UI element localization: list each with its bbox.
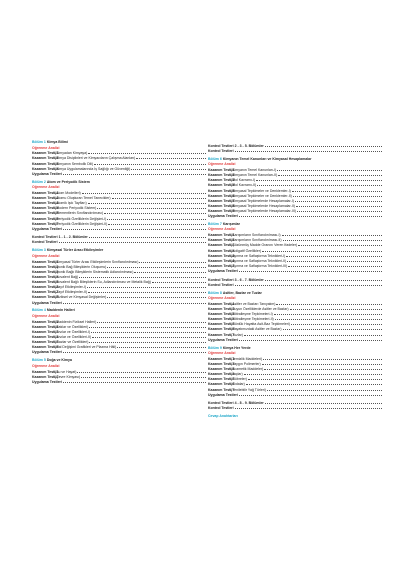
item-title: (Yaygın Polimerler) — [231, 362, 261, 367]
item-title: (Mol Kavramı-II) — [231, 183, 257, 188]
item-title: (Gübreler) — [231, 377, 247, 382]
item-title: (İlaçlar) — [231, 372, 243, 377]
dot-leader — [263, 356, 382, 360]
item-code: Kazanım Testi-6 — [208, 382, 235, 387]
item-code: Kazanım Testi-6 — [208, 193, 235, 198]
item-title: (Kimyasal Türler Arası Etkileşimlerin Sınıflandırılması) — [55, 259, 139, 264]
dot-leader — [63, 350, 206, 354]
section-number: Bölüm 5 — [32, 358, 46, 363]
dot-leader — [264, 366, 382, 370]
dot-leader — [239, 392, 382, 396]
dot-leader — [92, 334, 206, 338]
dot-leader — [292, 188, 382, 192]
section-number: Bölüm 4 — [32, 308, 46, 313]
item-code: Kazanım Testi-2 — [208, 307, 235, 312]
item-code: Kazanım Testi-2 — [208, 173, 235, 178]
item-code: Kazanım Testi-4 — [208, 248, 235, 253]
item-code: Kazanım Testi-1 — [32, 191, 59, 196]
item-title: (Periyodik Özelliklerin Değişimi-II) — [55, 221, 108, 226]
item-code: Kazanım Testi-1 — [32, 259, 59, 264]
test-heading-label: Kontrol Testleri 2 - 3 - 5. Bölümler — [208, 143, 264, 148]
dot-leader — [244, 371, 382, 375]
item-code: Kazanım Testi-3 — [32, 269, 59, 274]
toc-left-column — [32, 140, 206, 384]
item-code: Kazanım Testi-4 — [208, 317, 235, 322]
dot-leader — [274, 311, 382, 315]
item-title: (Sıvılar ve Özellikleri-II) — [55, 335, 92, 340]
item-title: (Hayatımızdaki Asitler ve Bazlar) — [231, 327, 282, 332]
section-number: Bölüm 3 — [32, 248, 46, 253]
learning-analysis-label: Öğrenme Analizi — [208, 296, 236, 301]
test-heading-label: Kontrol Testleri 1 - 1 - 2. Bölümler — [32, 235, 88, 240]
item-code: Kazanım Testi-1 — [32, 319, 59, 324]
test-heading-label: Uygulama Testleri — [32, 300, 62, 305]
dot-leader — [77, 369, 206, 373]
item-title: (Karışımların Sınıflandırılması-II) — [231, 238, 282, 243]
item-code: Kazanım Testi-9 — [208, 208, 235, 213]
dot-leader — [265, 143, 382, 147]
item-code: Kazanım Testi-1 — [208, 168, 235, 173]
item-title: (Simyadan Kimyaya) — [55, 151, 88, 156]
item-code: Kazanım Testi-5 — [208, 188, 235, 193]
item-title: (Fiziksel ve Kimyasal Değişimler) — [55, 295, 107, 300]
dot-leader — [91, 329, 206, 333]
item-code: Kazanım Testi-2 — [32, 324, 59, 329]
dot-leader — [107, 264, 206, 268]
toc-right-column — [208, 143, 382, 420]
test-heading-label: Uygulama Testleri — [208, 337, 238, 342]
item-code: Kazanım Testi-8 — [208, 203, 235, 208]
dot-leader — [244, 332, 382, 336]
item-title: (Kimyasal Tepkimeler ve Denklemler-I) — [231, 188, 291, 193]
section-name: Kimya Bilimi — [46, 140, 68, 144]
dot-leader — [262, 361, 382, 365]
item-code: Kazanım Testi-7 — [208, 263, 235, 268]
item-title: (Maddenin Fiziksel Halleri) — [55, 319, 97, 324]
item-title: (Modern Periyodik Sistem) — [55, 206, 97, 211]
item-code: Kazanım Testi-6 — [208, 327, 235, 332]
item-title: (Günlük Hayatta Asit-Baz Tepkimeleri) — [231, 322, 290, 327]
item-title: (İyonik Bağ Bileşiklerin Oluşumu) — [55, 264, 107, 269]
dot-leader — [287, 258, 382, 262]
test-heading-label: Uygulama Testleri — [32, 171, 62, 176]
item-title: (Su ve Hayat) — [55, 369, 77, 374]
item-title: (Kovalent Bağ) — [55, 275, 79, 280]
section-name: Doğa ve Kimya — [46, 358, 72, 363]
dot-leader — [63, 300, 206, 304]
dot-leader — [89, 324, 206, 328]
item-title: (Elementlerin Sınıflandırılması) — [55, 211, 104, 216]
dot-leader — [298, 243, 382, 247]
learning-analysis-label: Öğrenme Analizi — [32, 145, 60, 150]
item-title: (Kimyanın Temel Kanunları-I) — [231, 168, 277, 173]
dot-leader — [131, 166, 206, 170]
item-code: Kazanım Testi-1 — [32, 151, 59, 156]
dot-leader — [108, 221, 206, 225]
test-heading-label: Uygulama Testleri — [208, 268, 238, 273]
learning-analysis-label: Öğrenme Analizi — [32, 185, 60, 190]
item-title: (Hal Değişimi Grafikleri ve Plazma Hâli) — [55, 345, 117, 350]
dot-leader — [290, 306, 382, 310]
dot-leader — [235, 406, 382, 410]
item-code: Kazanım Testi-2 — [32, 374, 59, 379]
item-code: Kazanım Testi-5 — [208, 377, 235, 382]
item-code: Kazanım Testi-6 — [208, 258, 235, 263]
item-code: Kazanım Testi-1 — [208, 356, 235, 361]
item-title: (Periyodik Özelliklerin Değişimi-I) — [55, 216, 107, 221]
dot-leader — [59, 240, 206, 244]
section-number: Bölüm 9 — [208, 345, 222, 350]
item-code: Kazanım Testi-5 — [32, 340, 59, 345]
item-code: Kazanım Testi-6 — [32, 345, 59, 350]
item-title: (Ayırma ve Saflaştırma Teknikleri-II) — [231, 258, 287, 263]
item-code: Kazanım Testi-6 — [32, 285, 59, 290]
learning-analysis-label: Öğrenme Analizi — [32, 363, 60, 368]
item-code: Kazanım Testi-3 — [208, 243, 235, 248]
dot-leader — [97, 319, 206, 323]
learning-analysis-label: Öğrenme Analizi — [208, 162, 236, 167]
item-title: (Ayırma ve Saflaştırma Teknikleri-III) — [231, 263, 288, 268]
item-code: Kazanım Testi-5 — [32, 280, 59, 285]
dot-leader — [88, 151, 206, 155]
test-heading-label: Uygulama Testleri — [32, 226, 62, 231]
item-code: Kazanım Testi-5 — [32, 211, 59, 216]
test-heading-label: Kontrol Testleri — [32, 240, 58, 245]
item-title: (Kovalent Bağlı Bileşiklerin Su, Adlandırılması ve Metalik Bağ) — [55, 280, 151, 285]
test-heading-label: Kontrol Testleri — [208, 406, 234, 411]
dot-leader — [297, 208, 382, 212]
item-title: (Katılar ve Özellikleri) — [55, 324, 89, 329]
section-name: Kimyanın Temel Kanunları ve Kimyasal Hesaplamalar — [222, 156, 312, 161]
item-code: Kazanım Testi-2 — [32, 264, 59, 269]
item-title: (İyonik Bağlı Bileşiklerin Sistematik Adlandırılması) — [55, 269, 134, 274]
item-title: (Gazlar ve Özellikleri) — [55, 340, 89, 345]
item-title: (Çevre Kimyası) — [55, 374, 81, 379]
item-title: (Kimyasal Tepkimelerde Hesaplamalar-III) — [231, 208, 296, 213]
test-heading-label: Kontrol Testleri — [208, 148, 234, 153]
dot-leader — [112, 195, 206, 199]
dot-leader — [275, 317, 382, 321]
item-code: Kazanım Testi-7 — [208, 198, 235, 203]
dot-leader — [104, 211, 206, 215]
dot-leader — [97, 206, 206, 210]
item-code: Kazanım Testi-3 — [32, 201, 59, 206]
item-title: (Temizlik Maddeleri) — [231, 356, 263, 361]
section-number: Bölüm 7 — [208, 221, 222, 226]
item-code: Kazanım Testi-3 — [32, 161, 59, 166]
item-code: Kazanım Testi-8 — [32, 295, 59, 300]
test-heading-label: Uygulama Testleri — [208, 392, 238, 397]
dot-leader — [89, 235, 206, 239]
dot-leader — [63, 226, 206, 230]
test-heading-label: Kontrol Testleri — [208, 282, 234, 287]
section-name: Asitler, Bazlar ve Tuzlar — [222, 290, 262, 295]
item-title: (Mol Kavramı-I) — [231, 178, 256, 183]
dot-leader — [136, 156, 206, 160]
section-number: Bölüm 1 — [32, 140, 46, 144]
item-title: (Atomik Işık Tayfları) — [55, 201, 87, 206]
item-title: (Ayırma ve Saflaştırma Teknikleri-I) — [231, 253, 286, 258]
dot-leader — [267, 387, 382, 391]
dot-leader — [265, 401, 382, 405]
learning-analysis-label: Öğrenme Analizi — [208, 227, 236, 232]
learning-analysis-label: Öğrenme Analizi — [32, 253, 60, 258]
item-title: (Koligatif Özellikler) — [231, 248, 262, 253]
item-title: (Kimya Disiplinleri ve Kimyacıların Çalışma Alanları) — [55, 156, 136, 161]
test-heading-label: Kontrol Testleri 4 - 8 - 9. Bölümler — [208, 401, 264, 406]
test-heading-label: Kontrol Testleri 3 - 6 - 7. Bölümler — [208, 277, 264, 282]
item-code: Kazanım Testi-4 — [32, 166, 59, 171]
item-title: (Yenilebilir Yağ Türleri) — [231, 387, 266, 392]
section-number: Bölüm 2 — [32, 179, 46, 184]
item-code: Kazanım Testi-7 — [32, 290, 59, 295]
item-title: (Atom Modelleri) — [55, 191, 81, 196]
dot-leader — [248, 377, 382, 381]
item-code: Kazanım Testi-5 — [208, 322, 235, 327]
dot-leader — [257, 183, 382, 187]
item-code: Kazanım Testi-4 — [208, 372, 235, 377]
dot-leader — [286, 253, 382, 257]
dot-leader — [288, 263, 382, 267]
section-name: Atom ve Periyodik Sistem — [46, 179, 90, 184]
dot-leader — [152, 279, 206, 283]
item-title: (Kimya Uygulamalarında İş Sağlığı ve Güvenliği) — [55, 166, 131, 171]
item-title: (Kimyanın Temel Kanunları-II) — [231, 173, 278, 178]
dot-leader — [295, 198, 382, 202]
dot-leader — [88, 290, 206, 294]
item-title: (Sıvılar ve Özellikleri-I) — [55, 329, 91, 334]
dot-leader — [262, 248, 382, 252]
item-code: Kazanım Testi-5 — [208, 253, 235, 258]
dot-leader — [283, 238, 382, 242]
test-heading-label: Uygulama Testleri — [208, 214, 238, 219]
dot-leader — [239, 213, 382, 217]
section-number: Bölüm 8 — [208, 290, 222, 295]
item-code: Kazanım Testi-2 — [208, 362, 235, 367]
item-title: (Atomu Oluşturan Temel Tanecikler) — [55, 196, 111, 201]
dot-leader — [88, 200, 206, 204]
dot-leader — [239, 268, 382, 272]
dot-leader — [82, 190, 206, 194]
dot-leader — [256, 178, 382, 182]
section-name: Karışımlar — [222, 221, 240, 226]
dot-leader — [265, 277, 382, 281]
dot-leader — [235, 148, 382, 152]
item-title: (Kimyasal Tepkimelerde Hesaplamalar-II) — [231, 203, 295, 208]
item-code: Kazanım Testi-3 — [32, 329, 59, 334]
dot-leader — [246, 382, 382, 386]
item-code: Kazanım Testi-3 — [208, 178, 235, 183]
item-code: Kazanım Testi-7 — [208, 332, 235, 337]
item-title: (Tuzlar) — [231, 332, 243, 337]
dot-leader — [277, 167, 382, 171]
dot-leader — [79, 274, 206, 278]
section-number: Bölüm 6 — [208, 156, 222, 161]
learning-analysis-label: Öğrenme Analizi — [32, 313, 60, 318]
item-title: (Zayıf Etkileşimler-I) — [55, 285, 87, 290]
item-code: Kazanım Testi-2 — [32, 196, 59, 201]
item-code: Kazanım Testi-3 — [208, 367, 235, 372]
item-code: Kazanım Testi-4 — [208, 183, 235, 188]
dot-leader — [134, 269, 206, 273]
learning-analysis-label: Öğrenme Analizi — [208, 351, 236, 356]
item-code: Kazanım Testi-4 — [32, 275, 59, 280]
item-code: Kazanım Testi-6 — [32, 216, 59, 221]
section-title — [208, 414, 382, 420]
item-title: (Kimyanın Sembolik Dili) — [55, 161, 94, 166]
dot-leader — [107, 216, 206, 220]
item-code: Kazanım Testi-1 — [208, 302, 235, 307]
dot-leader — [278, 172, 382, 176]
item-title: (Kimyasal Tepkimeler ve Denklemler-II) — [231, 193, 292, 198]
item-code: Kazanım Testi-3 — [208, 312, 235, 317]
dot-leader — [282, 233, 382, 237]
item-title: (Nötralleşme Tepkimeleri-II) — [231, 317, 274, 322]
section-number: Cevap Anahtarları — [208, 414, 238, 419]
section-name: Kimyasal Türler Arası Etkileşimler — [46, 248, 104, 253]
dot-leader — [81, 374, 206, 378]
item-title: (Çözünmüş Madde Oranını Veren İfadeler) — [231, 243, 298, 248]
dot-leader — [239, 337, 382, 341]
item-title: (Kozmetik Maddeler) — [231, 367, 264, 372]
test-heading — [32, 379, 206, 384]
section-name: Maddenin Halleri — [46, 308, 75, 313]
test-heading-label: Uygulama Testleri — [32, 350, 62, 355]
dot-leader — [235, 282, 382, 286]
item-code: Kazanım Testi-2 — [208, 238, 235, 243]
dot-leader — [139, 259, 206, 263]
item-code: Kazanım Testi-4 — [32, 335, 59, 340]
item-title: (Gıdalar) — [231, 382, 245, 387]
item-code: Kazanım Testi-2 — [32, 156, 59, 161]
item-title: (Zayıf Etkileşimler-II) — [55, 290, 88, 295]
dot-leader — [291, 322, 382, 326]
dot-leader — [293, 193, 382, 197]
item-code: Kazanım Testi-7 — [32, 221, 59, 226]
item-title: (Nötralleşme Tepkimeleri-I) — [231, 312, 273, 317]
dot-leader — [89, 339, 206, 343]
item-code: Kazanım Testi-7 — [208, 387, 235, 392]
item-code: Kazanım Testi-1 — [32, 369, 59, 374]
test-heading-label: Uygulama Testleri — [32, 379, 62, 384]
dot-leader — [87, 284, 206, 288]
item-title: (Asitler ve Bazları Tanıyalım) — [231, 302, 276, 307]
dot-leader — [63, 171, 206, 175]
item-title: (Karışımların Sınıflandırılması-I) — [231, 233, 281, 238]
dot-leader — [276, 301, 382, 305]
dot-leader — [94, 161, 206, 165]
item-title: (Kimyasal Tepkimelerde Hesaplamalar-I) — [231, 198, 294, 203]
dot-leader — [63, 379, 206, 383]
section-name: Kimya Her Yerde — [222, 345, 251, 350]
item-code: Kazanım Testi-1 — [208, 233, 235, 238]
item-title: (Suyun Özelliklerde Asitler ve Bazlar) — [231, 307, 289, 312]
item-code: Kazanım Testi-4 — [32, 206, 59, 211]
dot-leader — [296, 203, 382, 207]
dot-leader — [117, 344, 206, 348]
dot-leader — [283, 327, 382, 331]
dot-leader — [107, 295, 206, 299]
